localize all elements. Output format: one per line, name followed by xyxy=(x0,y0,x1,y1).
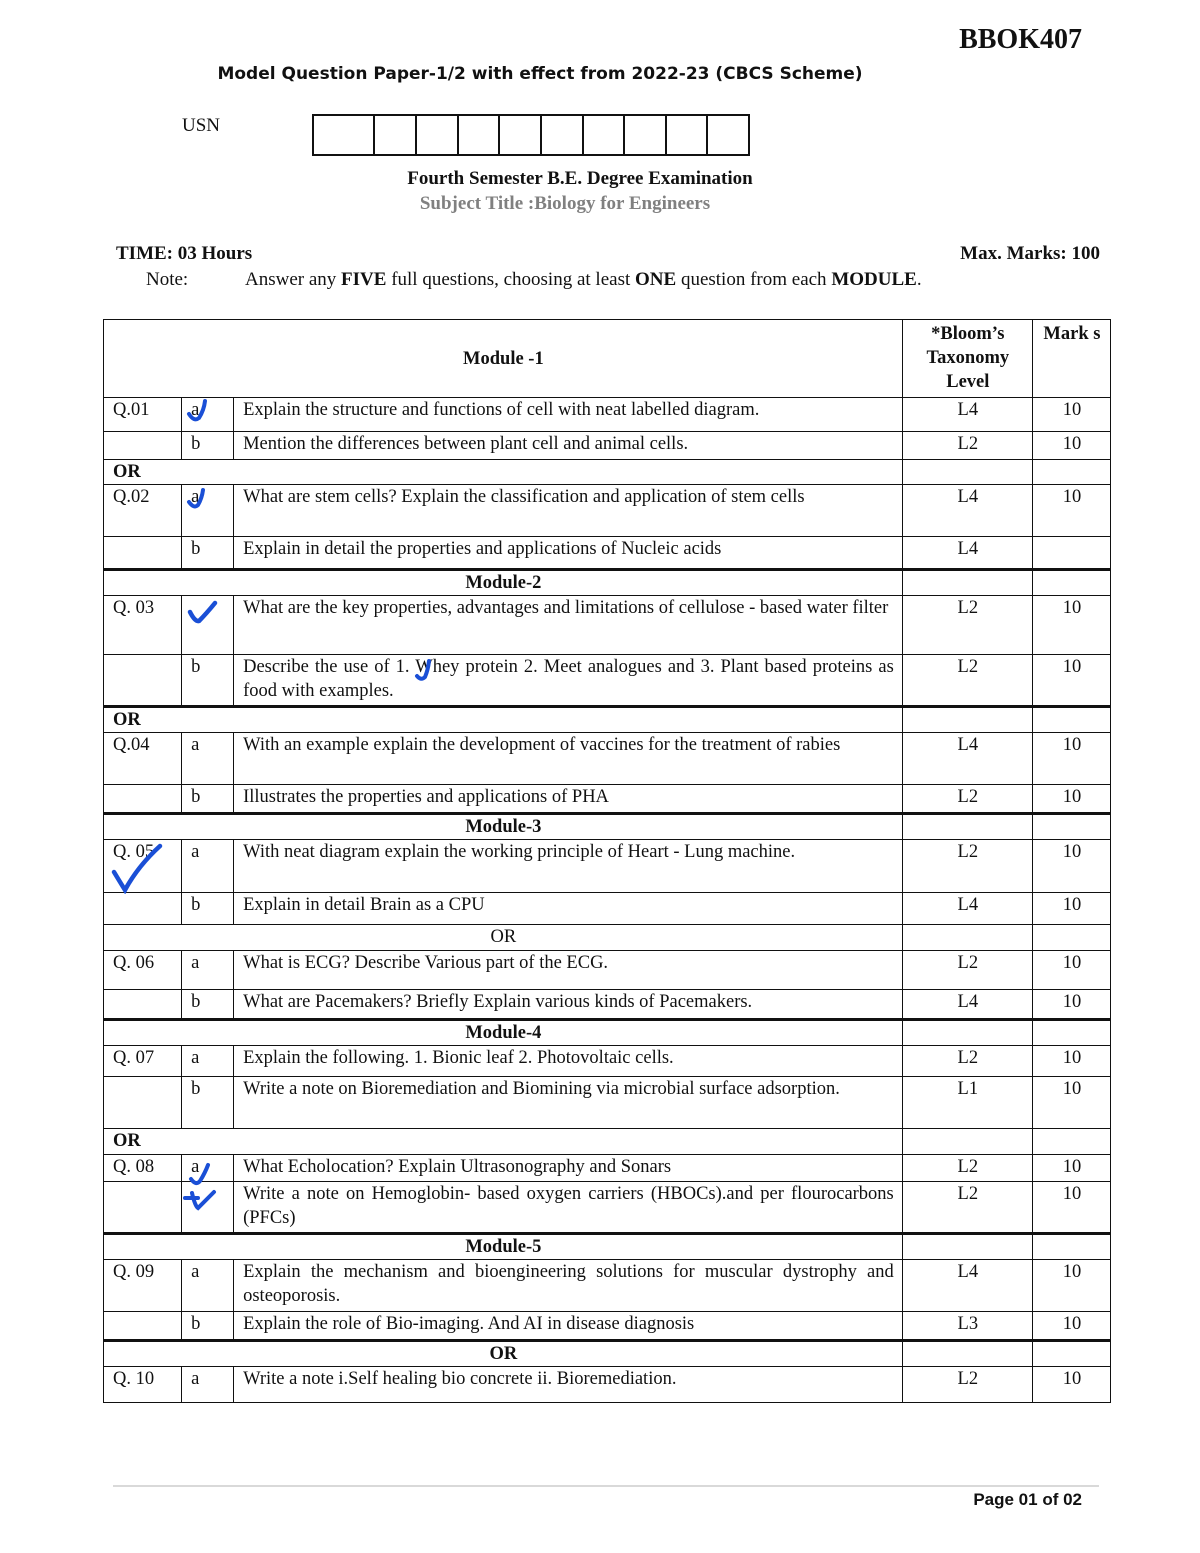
table-row xyxy=(104,733,1111,785)
marks-value: 10 xyxy=(1032,733,1110,785)
blooms-level: L4 xyxy=(902,1260,1032,1312)
usn-box xyxy=(708,116,748,154)
or-label: OR xyxy=(104,460,903,485)
note-part: Answer any xyxy=(245,269,342,290)
question-text: Mention the differences between plant cell and animal cells. xyxy=(234,432,903,460)
or-row xyxy=(104,707,1111,733)
usn-box xyxy=(417,116,459,154)
question-text: Illustrates the properties and applications of PHA xyxy=(234,785,903,814)
empty-cell xyxy=(1032,1129,1110,1155)
question-number: Q. 05 xyxy=(104,840,182,893)
subject-title: Subject Title :Biology for Engineers xyxy=(419,193,711,214)
blooms-level: L2 xyxy=(902,432,1032,460)
empty-cell xyxy=(902,570,1032,596)
usn-label: USN xyxy=(182,115,221,136)
question-part xyxy=(182,1182,234,1234)
question-part: a xyxy=(182,1260,234,1312)
module-3-heading: Module-3 xyxy=(104,814,903,840)
or-row xyxy=(104,1341,1111,1367)
empty-cell xyxy=(902,707,1032,733)
usn-box xyxy=(375,116,417,154)
marks-value: 10 xyxy=(1032,655,1110,707)
or-label: OR xyxy=(104,707,903,733)
marks-value: 10 xyxy=(1032,432,1110,460)
question-part: b xyxy=(182,1077,234,1129)
question-part: b xyxy=(182,1312,234,1341)
empty-cell xyxy=(1032,1020,1110,1046)
question-part: a xyxy=(182,1155,234,1182)
marks-value: 10 xyxy=(1032,1046,1110,1077)
table-row xyxy=(104,1182,1111,1234)
module-row xyxy=(104,1234,1111,1260)
table-header-row xyxy=(104,320,1111,398)
table-row xyxy=(104,990,1111,1020)
table-row xyxy=(104,1367,1111,1403)
question-number: Q. 09 xyxy=(104,1260,182,1312)
marks-value: 10 xyxy=(1032,1367,1110,1403)
marks-value: 10 xyxy=(1032,990,1110,1020)
footer-divider xyxy=(113,1485,1099,1487)
note-part: question from each xyxy=(676,269,832,290)
question-number xyxy=(104,893,182,925)
table-row xyxy=(104,840,1111,893)
table-row xyxy=(104,785,1111,814)
empty-cell xyxy=(1032,707,1110,733)
question-text: What are Pacemakers? Briefly Explain various kinds of Pacemakers. xyxy=(234,990,903,1020)
empty-cell xyxy=(902,814,1032,840)
question-text: Describe the use of 1. Whey protein 2. Meet analogues and 3. Plant based proteins as food with examples. xyxy=(234,655,903,707)
empty-cell xyxy=(1032,570,1110,596)
or-label: OR xyxy=(104,925,903,951)
question-number xyxy=(104,990,182,1020)
marks-header: Mark s xyxy=(1032,320,1110,398)
marks-value: 10 xyxy=(1032,596,1110,655)
question-part: b xyxy=(182,537,234,570)
question-text: Explain the mechanism and bioengineering solutions for muscular dystrophy and osteoporosis. xyxy=(234,1260,903,1312)
blooms-level: L2 xyxy=(902,840,1032,893)
empty-cell xyxy=(902,925,1032,951)
question-text: With an example explain the development of vaccines for the treatment of rabies xyxy=(234,733,903,785)
question-text: Write a note on Bioremediation and Biomining via microbial surface adsorption. xyxy=(234,1077,903,1129)
blooms-level: L2 xyxy=(902,1155,1032,1182)
empty-cell xyxy=(902,1234,1032,1260)
page-number: Page 01 of 02 xyxy=(973,1490,1082,1509)
question-number xyxy=(104,432,182,460)
module-2-heading: Module-2 xyxy=(104,570,903,596)
question-text: Explain the role of Bio-imaging. And AI in disease diagnosis xyxy=(234,1312,903,1341)
module-row xyxy=(104,814,1111,840)
time-label: TIME: 03 Hours xyxy=(116,243,253,264)
blooms-level: L1 xyxy=(902,1077,1032,1129)
question-number: Q. 08 xyxy=(104,1155,182,1182)
table-row xyxy=(104,537,1111,570)
marks-value: 10 xyxy=(1032,1155,1110,1182)
marks-value: 10 xyxy=(1032,1312,1110,1341)
usn-box xyxy=(459,116,501,154)
question-number xyxy=(104,537,182,570)
question-table xyxy=(103,319,1111,1403)
table-row xyxy=(104,485,1111,537)
blooms-level: L2 xyxy=(902,596,1032,655)
blooms-level: L4 xyxy=(902,990,1032,1020)
module-5-heading: Module-5 xyxy=(104,1234,903,1260)
question-part: b xyxy=(182,893,234,925)
note-label: Note: xyxy=(146,269,189,290)
question-number xyxy=(104,1077,182,1129)
course-code: BBOK407 xyxy=(959,24,1082,55)
blooms-level: L4 xyxy=(902,893,1032,925)
note-emphasis: ONE xyxy=(635,269,677,290)
note-text xyxy=(245,269,922,291)
module-row xyxy=(104,570,1111,596)
question-text: What are stem cells? Explain the classification and application of stem cells xyxy=(234,485,903,537)
question-part: a xyxy=(182,1046,234,1077)
exam-title: Fourth Semester B.E. Degree Examination xyxy=(407,168,753,189)
question-number xyxy=(104,1312,182,1341)
empty-cell xyxy=(1032,814,1110,840)
marks-value: 10 xyxy=(1032,1260,1110,1312)
usn-boxes xyxy=(312,114,750,156)
empty-cell xyxy=(902,1020,1032,1046)
question-text: Explain in detail Brain as a CPU xyxy=(234,893,903,925)
question-part: a xyxy=(182,840,234,893)
or-row xyxy=(104,1129,1111,1155)
blooms-level: L2 xyxy=(902,655,1032,707)
note-emphasis: FIVE xyxy=(341,269,387,290)
usn-box xyxy=(625,116,667,154)
table-row xyxy=(104,1155,1111,1182)
blooms-level: L2 xyxy=(902,1046,1032,1077)
question-text: Explain the following. 1. Bionic leaf 2. Photovoltaic cells. xyxy=(234,1046,903,1077)
question-number: Q. 03 xyxy=(104,596,182,655)
question-part: a xyxy=(182,733,234,785)
marks-value: 10 xyxy=(1032,398,1110,432)
marks-value: 10 xyxy=(1032,951,1110,990)
marks-value: 10 xyxy=(1032,893,1110,925)
question-text: Write a note on Hemoglobin- based oxygen carriers (HBOCs).and per flourocarbons (PFCs) xyxy=(234,1182,903,1234)
question-part: a xyxy=(182,485,234,537)
question-text: Write a note i.Self healing bio concrete ii. Bioremediation. xyxy=(234,1367,903,1403)
question-number xyxy=(104,1182,182,1234)
question-part: b xyxy=(182,785,234,814)
empty-cell xyxy=(1032,1341,1110,1367)
question-part: a xyxy=(182,951,234,990)
question-number: Q. 10 xyxy=(104,1367,182,1403)
question-text: What Echolocation? Explain Ultrasonography and Sonars xyxy=(234,1155,903,1182)
marks-value: 10 xyxy=(1032,1182,1110,1234)
question-number: Q. 07 xyxy=(104,1046,182,1077)
note-part: . xyxy=(916,269,922,290)
empty-cell xyxy=(902,1341,1032,1367)
question-part xyxy=(182,596,234,655)
question-number: Q. 06 xyxy=(104,951,182,990)
empty-cell xyxy=(902,1129,1032,1155)
question-number xyxy=(104,655,182,707)
question-part: a xyxy=(182,1367,234,1403)
module-1-heading: Module -1 xyxy=(104,320,903,398)
question-part: b xyxy=(182,990,234,1020)
question-text: What is ECG? Describe Various part of the ECG. xyxy=(234,951,903,990)
usn-box xyxy=(667,116,709,154)
empty-cell xyxy=(902,460,1032,485)
usn-box xyxy=(542,116,584,154)
question-number xyxy=(104,785,182,814)
question-part: b xyxy=(182,432,234,460)
table-row xyxy=(104,1312,1111,1341)
module-4-heading: Module-4 xyxy=(104,1020,903,1046)
table-row xyxy=(104,596,1111,655)
note-part: full questions, choosing at least xyxy=(386,269,635,290)
marks-value: 10 xyxy=(1032,485,1110,537)
table-row xyxy=(104,398,1111,432)
table-row xyxy=(104,432,1111,460)
blooms-level: L4 xyxy=(902,485,1032,537)
question-part: b xyxy=(182,655,234,707)
usn-box xyxy=(584,116,626,154)
blooms-level: L4 xyxy=(902,733,1032,785)
module-row xyxy=(104,1020,1111,1046)
table-row xyxy=(104,951,1111,990)
empty-cell xyxy=(1032,925,1110,951)
blooms-header: *Bloom’s Taxonomy Level xyxy=(902,320,1032,398)
note-emphasis: MODULE xyxy=(831,269,917,290)
question-number: Q.01 xyxy=(104,398,182,432)
blooms-level: L4 xyxy=(902,398,1032,432)
max-marks-label: Max. Marks: 100 xyxy=(960,243,1100,264)
table-row xyxy=(104,1077,1111,1129)
table-row xyxy=(104,1046,1111,1077)
blooms-level: L2 xyxy=(902,951,1032,990)
marks-value: 10 xyxy=(1032,1077,1110,1129)
question-number: Q.02 xyxy=(104,485,182,537)
usn-box xyxy=(314,116,375,154)
table-row xyxy=(104,893,1111,925)
blooms-level: L2 xyxy=(902,785,1032,814)
blooms-level: L4 xyxy=(902,537,1032,570)
question-number: Q.04 xyxy=(104,733,182,785)
question-part: a xyxy=(182,398,234,432)
blooms-level: L3 xyxy=(902,1312,1032,1341)
blooms-level: L2 xyxy=(902,1182,1032,1234)
or-row xyxy=(104,925,1111,951)
empty-cell xyxy=(1032,460,1110,485)
question-text: Explain in detail the properties and applications of Nucleic acids xyxy=(234,537,903,570)
marks-value xyxy=(1032,537,1110,570)
paper-title: Model Question Paper-1/2 with effect from 2022-23 (CBCS Scheme) xyxy=(217,64,863,84)
question-text: Explain the structure and functions of cell with neat labelled diagram. xyxy=(234,398,903,432)
empty-cell xyxy=(1032,1234,1110,1260)
marks-value: 10 xyxy=(1032,785,1110,814)
table-row xyxy=(104,1260,1111,1312)
marks-value: 10 xyxy=(1032,840,1110,893)
table-row xyxy=(104,655,1111,707)
or-label: OR xyxy=(104,1129,903,1155)
usn-box xyxy=(500,116,542,154)
question-text: With neat diagram explain the working principle of Heart - Lung machine. xyxy=(234,840,903,893)
or-label: OR xyxy=(104,1341,903,1367)
blooms-level: L2 xyxy=(902,1367,1032,1403)
question-text: What are the key properties, advantages and limitations of cellulose - based water filter xyxy=(234,596,903,655)
or-row xyxy=(104,460,1111,485)
